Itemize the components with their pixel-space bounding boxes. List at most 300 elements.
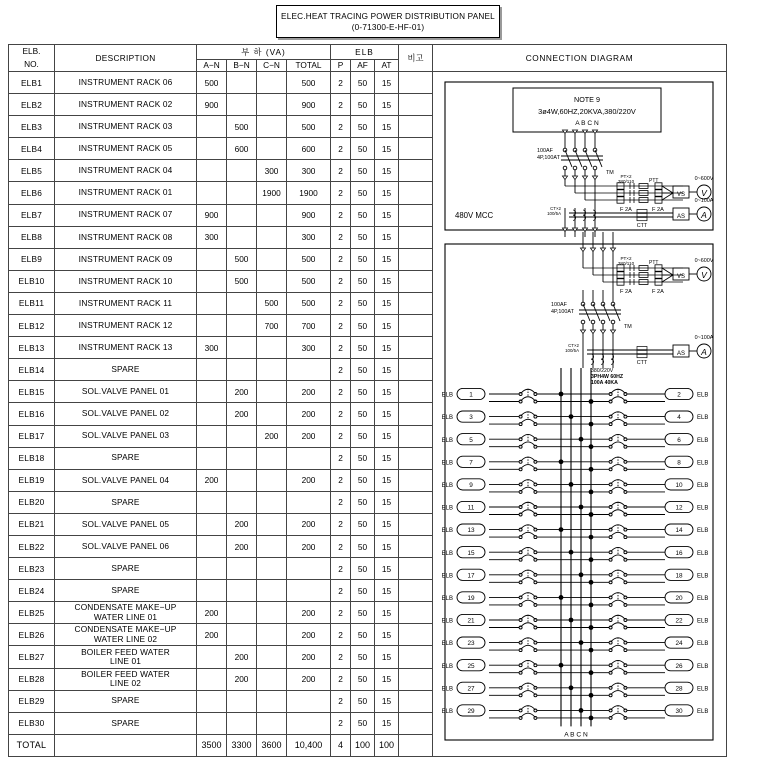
cell-load-bn: 500 <box>227 248 257 270</box>
cell-description: SOL.VALVE PANEL 06 <box>55 535 197 557</box>
cell-load-total: 200 <box>287 646 331 668</box>
elb-side-label-right: ELB <box>697 663 709 670</box>
cell-elb-at: 15 <box>375 624 399 646</box>
cell-load-cn <box>257 491 287 513</box>
ladder-row <box>489 592 665 606</box>
cell-remarks <box>399 580 433 602</box>
lower-ctt-label: CTT <box>636 360 648 366</box>
cell-elb-p: 2 <box>331 182 351 204</box>
cell-elb-no: ELB18 <box>9 447 55 469</box>
elb-side-label-right: ELB <box>697 573 709 580</box>
cell-load-bn <box>227 226 257 248</box>
cell-load-total: 300 <box>287 160 331 182</box>
cell-description: INSTRUMENT RACK 04 <box>55 160 197 182</box>
cell-load-bn: 200 <box>227 381 257 403</box>
cell-elb-p: 2 <box>331 602 351 624</box>
lower-voltmeter-range: 0~600V <box>694 258 714 264</box>
cell-description: INSTRUMENT RACK 11 <box>55 292 197 314</box>
lower-ammeter-icon: A <box>701 347 707 357</box>
cell-elb-at: 15 <box>375 226 399 248</box>
cell-load-cn <box>257 94 287 116</box>
upper-fuse-left: F 2A <box>620 207 632 213</box>
cell-load-cn <box>257 558 287 580</box>
description-line1: BOILER FEED WATER <box>81 668 170 679</box>
cell-load-bn: 500 <box>227 116 257 138</box>
elb-side-label-left: ELB <box>441 505 453 512</box>
cell-load-an: 200 <box>197 624 227 646</box>
elb-tag-right-number: 4 <box>677 414 681 422</box>
cell-description: INSTRUMENT RACK 05 <box>55 138 197 160</box>
cell-elb-af: 50 <box>351 315 375 337</box>
ladder-row <box>489 524 665 538</box>
elb-tag-left-number: 7 <box>469 459 473 467</box>
phase-tap-dot <box>579 572 584 577</box>
cell-load-cn <box>257 359 287 381</box>
neutral-tap-dot <box>589 716 594 721</box>
cell-elb-af: 50 <box>351 182 375 204</box>
phase-tap-dot <box>579 437 584 442</box>
cell-elb-af: 50 <box>351 469 375 491</box>
cell-load-bn <box>227 425 257 447</box>
drawing-title-block <box>276 5 500 38</box>
cell-load-an <box>197 535 227 557</box>
phase-tap-dot <box>569 482 574 487</box>
elb-tag-left-number: 5 <box>469 436 473 444</box>
cell-elb-p: 2 <box>331 204 351 226</box>
cell-remarks <box>399 491 433 513</box>
elb-tag-left-number: 17 <box>467 572 475 580</box>
cell-load-cn <box>257 226 287 248</box>
elb-tag-right-number: 18 <box>675 572 683 580</box>
cell-description: SPARE <box>55 712 197 734</box>
cell-elb-at: 15 <box>375 425 399 447</box>
elb-tag-left-number: 3 <box>469 414 473 422</box>
cell-elb-no: ELB14 <box>9 359 55 381</box>
cell-elb-at: 15 <box>375 337 399 359</box>
header-elb-group: ELB <box>331 45 399 60</box>
table-header <box>9 45 727 72</box>
cell-load-an: 200 <box>197 602 227 624</box>
cell-total-cn: 3600 <box>257 734 287 756</box>
elb-tag-right-number: 22 <box>675 617 683 625</box>
cell-description: SPARE <box>55 558 197 580</box>
cell-load-total <box>287 359 331 381</box>
cell-elb-af: 50 <box>351 668 375 690</box>
cell-load-bn <box>227 491 257 513</box>
cell-load-cn <box>257 204 287 226</box>
elb-side-label-right: ELB <box>697 505 709 512</box>
elb-tag-left-number: 21 <box>467 617 475 625</box>
cell-elb-p: 2 <box>331 226 351 248</box>
cell-elb-af: 50 <box>351 160 375 182</box>
cell-load-cn: 200 <box>257 425 287 447</box>
cell-total-at: 100 <box>375 734 399 756</box>
cell-elb-p: 2 <box>331 447 351 469</box>
cell-elb-no: ELB4 <box>9 138 55 160</box>
cell-elb-af: 50 <box>351 513 375 535</box>
ammeter-icon: A <box>701 210 707 220</box>
cell-load-an <box>197 580 227 602</box>
upper-tm-label: TM <box>606 170 614 176</box>
cell-elb-at: 15 <box>375 315 399 337</box>
cell-remarks <box>399 116 433 138</box>
cell-elb-p: 2 <box>331 624 351 646</box>
cell-elb-no: ELB19 <box>9 469 55 491</box>
table-body <box>9 72 727 757</box>
cell-load-cn: 500 <box>257 292 287 314</box>
phase-tap-dot <box>569 618 574 623</box>
cell-load-bn <box>227 469 257 491</box>
cell-load-bn <box>227 204 257 226</box>
cell-elb-at: 15 <box>375 580 399 602</box>
elb-side-label-right: ELB <box>697 528 709 535</box>
cell-total-p: 4 <box>331 734 351 756</box>
cell-load-cn <box>257 337 287 359</box>
cell-load-bn: 200 <box>227 403 257 425</box>
connection-diagram-svg <box>433 72 727 756</box>
cell-elb-p: 2 <box>331 270 351 292</box>
elb-tag-right-number: 8 <box>677 459 681 467</box>
cell-load-cn <box>257 602 287 624</box>
cell-elb-no: ELB13 <box>9 337 55 359</box>
cell-elb-af: 50 <box>351 337 375 359</box>
elb-tag-right-number: 26 <box>675 662 683 670</box>
cell-remarks <box>399 182 433 204</box>
cell-description: SPARE <box>55 690 197 712</box>
upper-ammeter-range: 0~100A <box>694 198 714 204</box>
lower-breaker-label-line1: 100AF <box>551 302 567 308</box>
phase-tap-dot <box>559 527 564 532</box>
cell-load-cn <box>257 403 287 425</box>
cell-load-cn <box>257 248 287 270</box>
cell-load-total: 1900 <box>287 182 331 204</box>
cell-elb-af: 50 <box>351 580 375 602</box>
upper-pt-label-line1: PT×2 <box>620 174 632 179</box>
ladder-row <box>489 434 665 448</box>
cell-elb-at: 15 <box>375 469 399 491</box>
cell-load-bn <box>227 94 257 116</box>
elb-tag-right-number: 6 <box>677 436 681 444</box>
cell-load-bn <box>227 624 257 646</box>
cell-load-total: 700 <box>287 315 331 337</box>
cell-elb-at: 15 <box>375 72 399 94</box>
cell-elb-af: 50 <box>351 359 375 381</box>
cell-load-bn <box>227 712 257 734</box>
cell-elb-no: ELB7 <box>9 204 55 226</box>
cell-elb-p: 2 <box>331 646 351 668</box>
cell-description: INSTRUMENT RACK 12 <box>55 315 197 337</box>
cell-load-cn <box>257 270 287 292</box>
cell-load-an <box>197 359 227 381</box>
cell-elb-p: 2 <box>331 94 351 116</box>
cell-elb-af: 50 <box>351 712 375 734</box>
cell-load-bn <box>227 359 257 381</box>
cell-load-total: 200 <box>287 602 331 624</box>
lower-pt-label-line2: 380/110 <box>617 261 635 266</box>
cell-remarks <box>399 425 433 447</box>
header-load-group: 부 하 (VA) <box>197 45 331 60</box>
phase-tap-dot <box>559 392 564 397</box>
panel-schedule-table <box>8 44 727 757</box>
cell-elb-p: 2 <box>331 580 351 602</box>
cell-elb-p: 2 <box>331 712 351 734</box>
elb-side-label-right: ELB <box>697 709 709 715</box>
cell-load-bn <box>227 690 257 712</box>
cell-elb-p: 2 <box>331 381 351 403</box>
cell-description: INSTRUMENT RACK 06 <box>55 72 197 94</box>
cell-remarks <box>399 668 433 690</box>
cell-total-af: 100 <box>351 734 375 756</box>
cell-elb-p: 2 <box>331 558 351 580</box>
elb-side-label-left: ELB <box>441 483 453 489</box>
cell-load-total: 600 <box>287 138 331 160</box>
cell-load-cn <box>257 535 287 557</box>
cell-elb-at: 15 <box>375 447 399 469</box>
cell-load-bn <box>227 558 257 580</box>
cell-description: SPARE <box>55 447 197 469</box>
cell-load-total: 300 <box>287 337 331 359</box>
ladder-row <box>489 705 665 719</box>
cell-elb-no: ELB24 <box>9 580 55 602</box>
cell-load-an: 500 <box>197 72 227 94</box>
connection-diagram <box>433 72 727 756</box>
cell-elb-no: ELB11 <box>9 292 55 314</box>
cell-load-total: 900 <box>287 94 331 116</box>
cell-total-description <box>55 734 197 756</box>
cell-elb-no: ELB22 <box>9 535 55 557</box>
cell-remarks <box>399 337 433 359</box>
elb-side-label-right: ELB <box>697 392 709 399</box>
elb-tag-right-number: 16 <box>675 549 683 557</box>
cell-load-total <box>287 690 331 712</box>
cell-load-total: 200 <box>287 535 331 557</box>
bus-spec-line1: 380/220V <box>591 368 614 374</box>
cell-total-an: 3500 <box>197 734 227 756</box>
source-spec: 3ø4W,60HZ,20KVA,380/220V <box>538 107 636 116</box>
lower-voltmeter-icon: V <box>701 270 707 280</box>
header-elb-af: AF <box>351 59 375 71</box>
neutral-tap-dot <box>589 422 594 427</box>
cell-load-an <box>197 425 227 447</box>
cell-description <box>55 624 197 646</box>
cell-remarks <box>399 138 433 160</box>
cell-elb-af: 50 <box>351 94 375 116</box>
cell-load-bn <box>227 580 257 602</box>
cell-remarks <box>399 469 433 491</box>
cell-elb-p: 2 <box>331 403 351 425</box>
cell-elb-p: 2 <box>331 491 351 513</box>
cell-remarks <box>399 248 433 270</box>
cell-description: INSTRUMENT RACK 07 <box>55 204 197 226</box>
elb-tag-left-number: 27 <box>467 685 475 693</box>
elb-tag-right-number: 28 <box>675 685 683 693</box>
cell-description: INSTRUMENT RACK 13 <box>55 337 197 359</box>
cell-elb-af: 50 <box>351 138 375 160</box>
neutral-tap-dot <box>589 467 594 472</box>
cell-remarks <box>399 558 433 580</box>
cell-elb-p: 2 <box>331 513 351 535</box>
cell-elb-at: 15 <box>375 270 399 292</box>
cell-elb-no: ELB23 <box>9 558 55 580</box>
header-description: DESCRIPTION <box>55 45 197 72</box>
cell-load-total: 200 <box>287 624 331 646</box>
cell-load-an: 200 <box>197 469 227 491</box>
cell-load-total: 500 <box>287 292 331 314</box>
cell-load-cn <box>257 513 287 535</box>
cell-elb-af: 50 <box>351 248 375 270</box>
cell-remarks <box>399 624 433 646</box>
phase-tap-dot <box>559 663 564 668</box>
cell-elb-at: 15 <box>375 668 399 690</box>
elb-side-label-right: ELB <box>697 618 709 625</box>
cell-remarks <box>399 226 433 248</box>
cell-remarks <box>399 712 433 734</box>
cell-elb-p: 2 <box>331 690 351 712</box>
cell-elb-af: 50 <box>351 204 375 226</box>
neutral-tap-dot <box>589 648 594 653</box>
cell-description: SOL.VALVE PANEL 02 <box>55 403 197 425</box>
cell-load-bn <box>227 72 257 94</box>
cell-load-an <box>197 315 227 337</box>
cell-load-an <box>197 403 227 425</box>
cell-load-an <box>197 558 227 580</box>
elb-side-label-left: ELB <box>441 550 453 557</box>
cell-elb-af: 50 <box>351 292 375 314</box>
cell-load-cn <box>257 72 287 94</box>
cell-elb-af: 50 <box>351 624 375 646</box>
cell-remarks <box>399 690 433 712</box>
cell-remarks <box>399 204 433 226</box>
cell-load-an <box>197 447 227 469</box>
cell-load-bn <box>227 160 257 182</box>
elb-tag-right-number: 10 <box>675 482 683 489</box>
ladder-row <box>489 570 665 584</box>
elb-tag-right-number: 30 <box>675 708 683 715</box>
cell-elb-af: 50 <box>351 116 375 138</box>
cell-elb-no: ELB21 <box>9 513 55 535</box>
cell-description <box>55 668 197 690</box>
phase-tap-dot <box>559 595 564 600</box>
cell-load-an <box>197 138 227 160</box>
neutral-tap-dot <box>589 670 594 675</box>
cell-description: INSTRUMENT RACK 01 <box>55 182 197 204</box>
header-load-an: A−N <box>197 59 227 71</box>
ladder-row <box>489 547 665 561</box>
cell-load-total: 200 <box>287 513 331 535</box>
cell-elb-af: 50 <box>351 270 375 292</box>
cell-elb-no: ELB30 <box>9 712 55 734</box>
cell-elb-no: ELB1 <box>9 72 55 94</box>
elb-tag-right-number: 12 <box>675 504 683 512</box>
elb-side-label-right: ELB <box>697 437 709 444</box>
neutral-tap-dot <box>589 580 594 585</box>
cell-elb-p: 2 <box>331 116 351 138</box>
cell-elb-no: ELB5 <box>9 160 55 182</box>
cell-elb-p: 2 <box>331 469 351 491</box>
elb-tag-left-number: 1 <box>469 391 473 399</box>
cell-elb-p: 2 <box>331 292 351 314</box>
cell-elb-af: 50 <box>351 425 375 447</box>
neutral-tap-dot <box>589 625 594 630</box>
cell-load-total <box>287 580 331 602</box>
cell-elb-af: 50 <box>351 690 375 712</box>
cell-elb-af: 50 <box>351 226 375 248</box>
cell-load-total: 900 <box>287 204 331 226</box>
cell-load-an <box>197 646 227 668</box>
upper-ptt-label: PTT <box>649 178 659 184</box>
cell-description: INSTRUMENT RACK 02 <box>55 94 197 116</box>
cell-elb-no: ELB9 <box>9 248 55 270</box>
cell-load-bn: 500 <box>227 270 257 292</box>
drawing-title-line2: (0-71300-E-HF-01) <box>351 22 425 32</box>
cell-load-cn <box>257 580 287 602</box>
lower-breaker-label-line2: 4P,100AT <box>551 309 574 315</box>
cell-load-an <box>197 712 227 734</box>
cell-elb-at: 15 <box>375 491 399 513</box>
cell-elb-at: 15 <box>375 138 399 160</box>
cell-load-bn <box>227 337 257 359</box>
description-line2: LINE 01 <box>109 655 142 666</box>
cell-load-cn <box>257 381 287 403</box>
ladder-row <box>489 615 665 629</box>
cell-elb-at: 15 <box>375 359 399 381</box>
ladder-row <box>489 389 665 403</box>
connection-diagram-cell <box>433 72 727 757</box>
elb-tag-left-number: 19 <box>467 595 475 602</box>
neutral-tap-dot <box>589 399 594 404</box>
cell-description: SOL.VALVE PANEL 03 <box>55 425 197 447</box>
cell-load-bn: 200 <box>227 668 257 690</box>
cell-elb-af: 50 <box>351 381 375 403</box>
upper-fuse-right: F 2A <box>652 207 664 213</box>
phase-tap-dot <box>569 685 574 690</box>
cell-elb-at: 15 <box>375 513 399 535</box>
cell-elb-no: ELB12 <box>9 315 55 337</box>
neutral-tap-dot <box>589 535 594 540</box>
cell-elb-no: ELB16 <box>9 403 55 425</box>
phase-labels-upper: A B C N <box>575 120 599 127</box>
cell-load-total <box>287 491 331 513</box>
cell-elb-af: 50 <box>351 535 375 557</box>
elb-tag-left-number: 23 <box>467 640 475 648</box>
bus-spec-line2: 3PH4W 60HZ <box>591 374 623 380</box>
cell-description: SPARE <box>55 491 197 513</box>
cell-elb-no: ELB10 <box>9 270 55 292</box>
elb-side-label-left: ELB <box>441 641 453 648</box>
description-line2: WATER LINE 01 <box>93 611 158 622</box>
cell-elb-p: 2 <box>331 160 351 182</box>
cell-elb-no: ELB17 <box>9 425 55 447</box>
phase-tap-dot <box>559 459 564 464</box>
header-connection-diagram: CONNECTION DIAGRAM <box>433 45 727 72</box>
cell-elb-af: 50 <box>351 558 375 580</box>
cell-description: SPARE <box>55 359 197 381</box>
cell-elb-no: ELB20 <box>9 491 55 513</box>
description-line2: LINE 02 <box>109 678 142 689</box>
cell-elb-at: 15 <box>375 160 399 182</box>
cell-elb-at: 15 <box>375 381 399 403</box>
cell-load-total: 200 <box>287 425 331 447</box>
cell-elb-p: 2 <box>331 315 351 337</box>
cell-load-cn <box>257 447 287 469</box>
elb-side-label-left: ELB <box>441 392 453 399</box>
upper-breaker-label-line2: 4P,100AT <box>537 155 560 161</box>
cell-load-total <box>287 712 331 734</box>
cell-load-total: 500 <box>287 248 331 270</box>
cell-description: INSTRUMENT RACK 08 <box>55 226 197 248</box>
elb-tag-left-number: 13 <box>467 527 475 535</box>
cell-remarks <box>399 403 433 425</box>
